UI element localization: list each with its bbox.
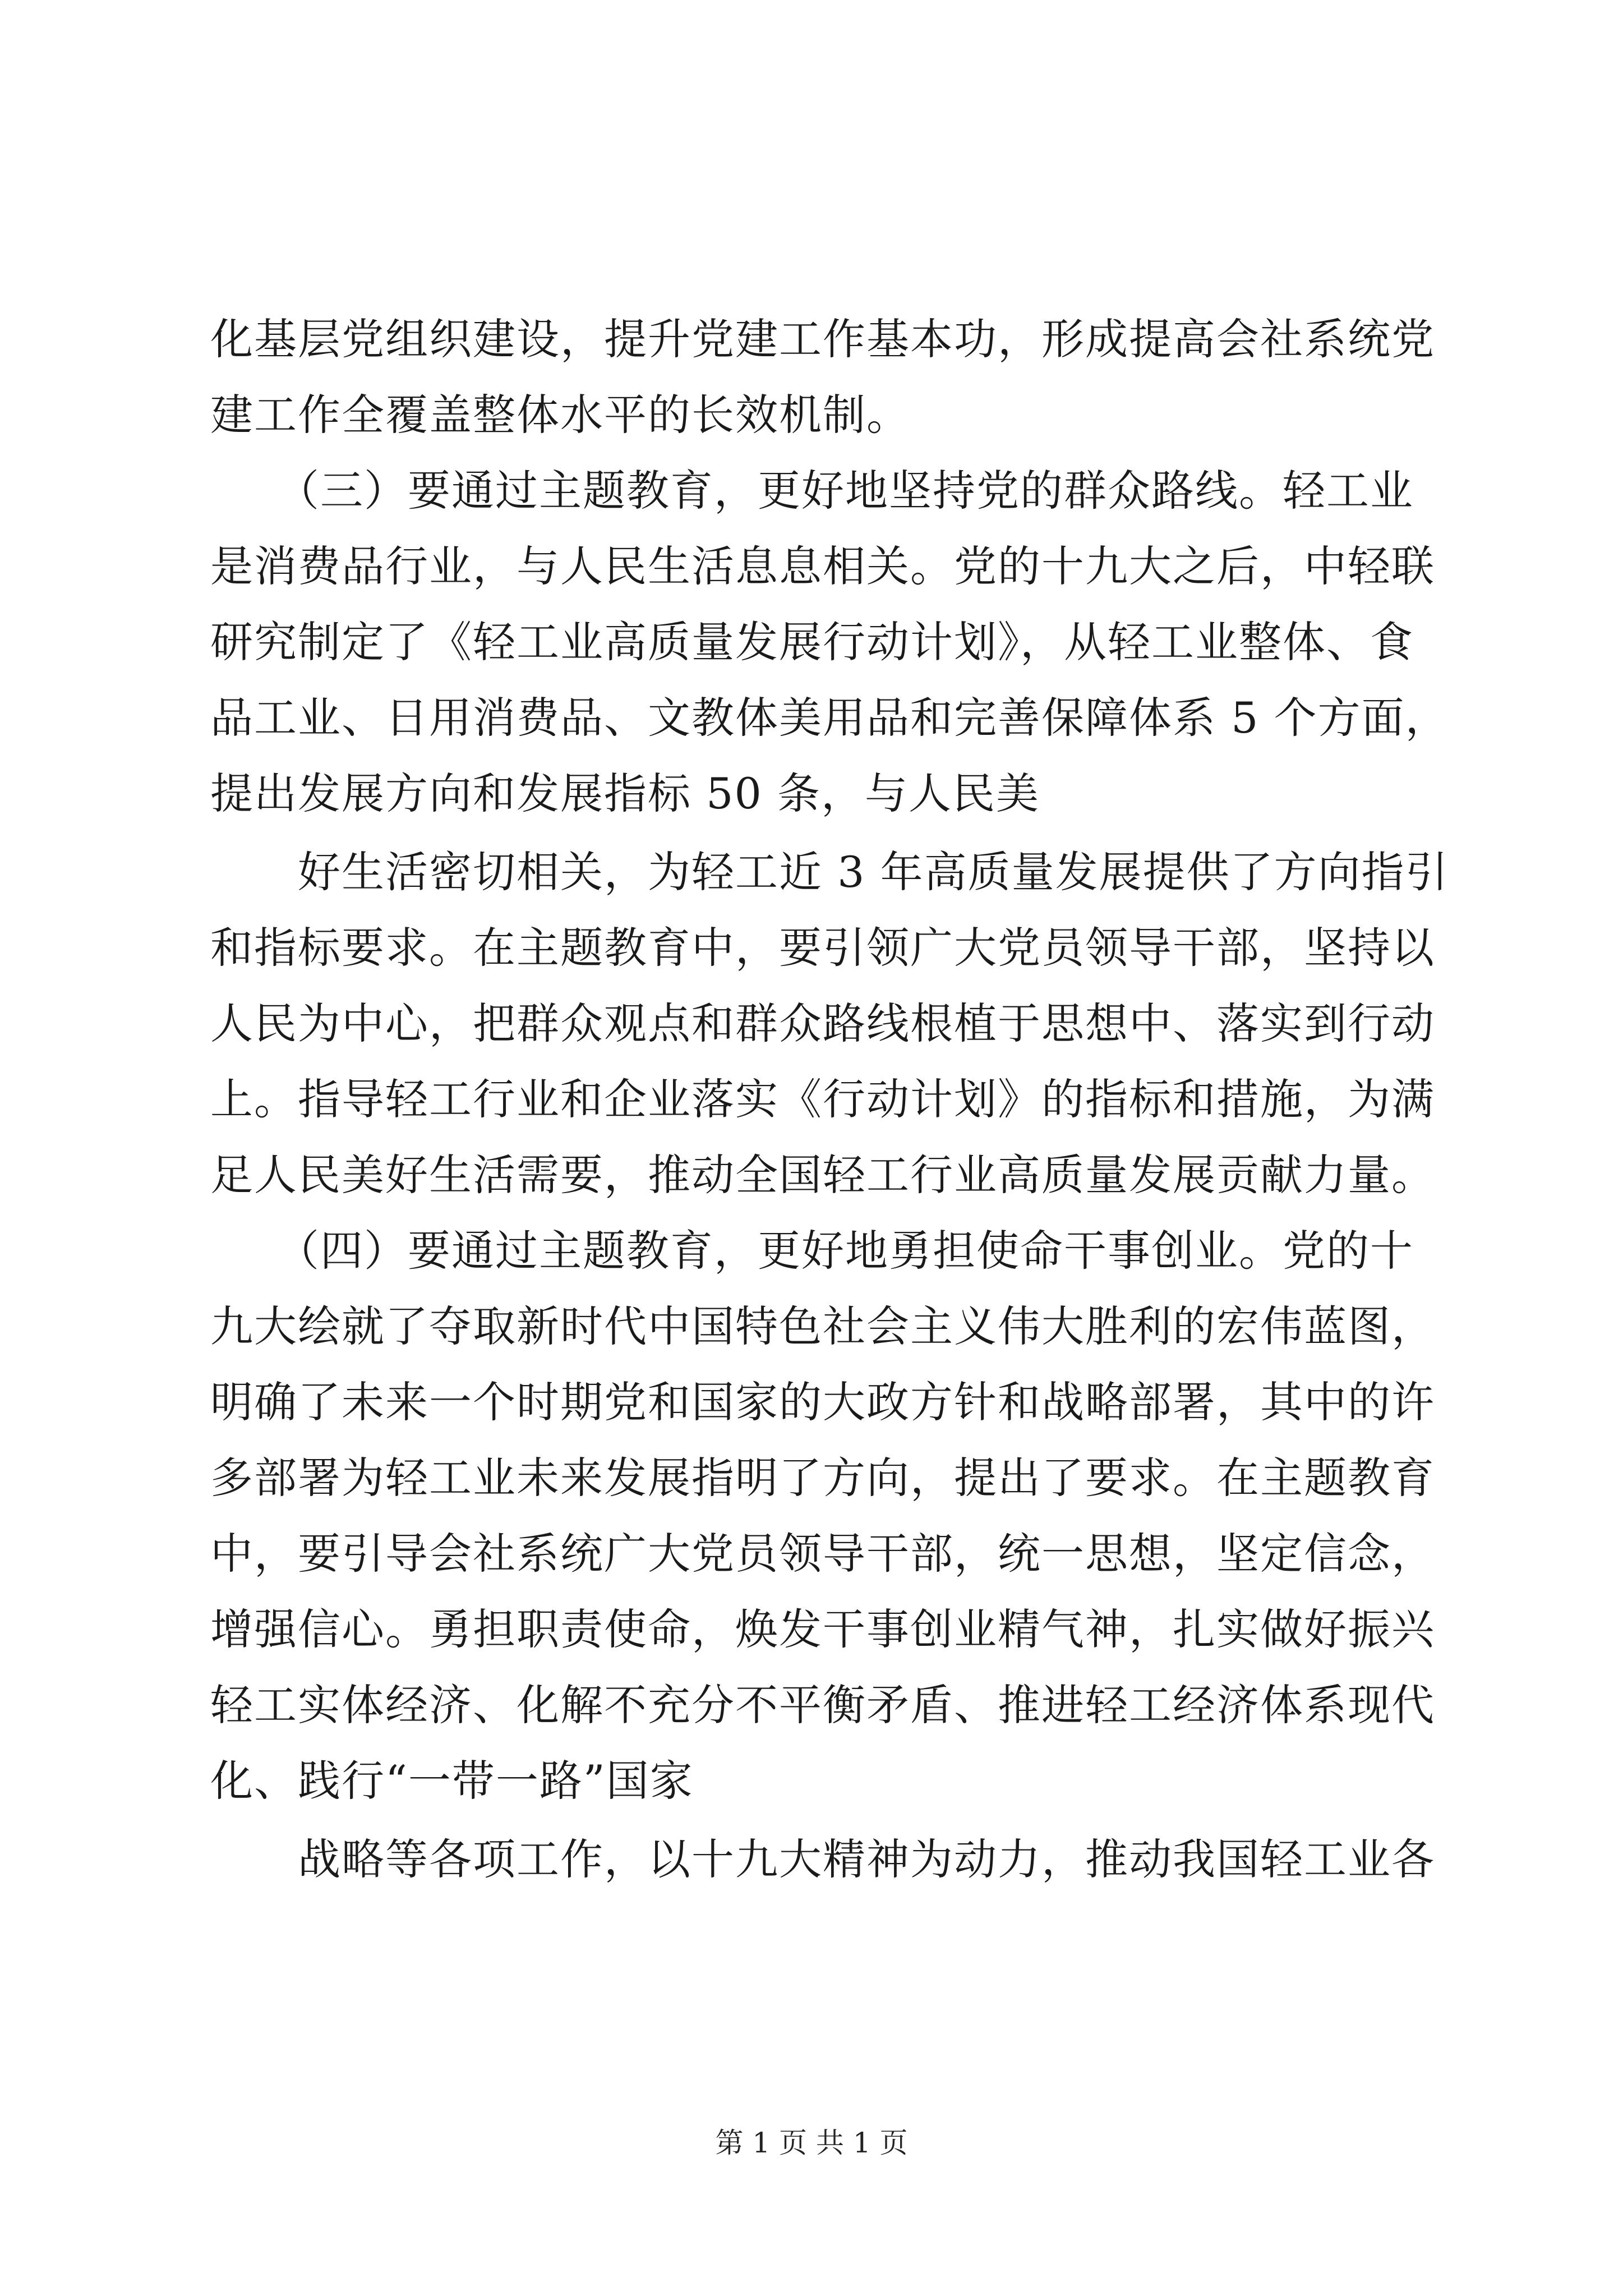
body-line-5: 研究制定了《轻工业高质量发展行动计划》，从轻工业整体、食 — [210, 617, 1414, 667]
body-line-4: 是消费品行业，与人民生活息息相关。党的十九大之后，中轻联 — [210, 541, 1435, 591]
body-line-16: 多部署为轻工业未来发展指明了方向，提出了要求。在主题教育 — [210, 1453, 1435, 1503]
body-line-20: 化、践行“一带一路”国家 — [210, 1756, 694, 1806]
body-line-12: 足人民美好生活需要，推动全国轻工行业高质量发展贡献力量。 — [210, 1150, 1435, 1200]
body-line-19: 轻工实体经济、化解不充分不平衡矛盾、推进轻工经济体系现代 — [210, 1680, 1435, 1730]
body-line-18: 增强信心。勇担职责使命，焕发干事创业精气神，扎实做好振兴 — [210, 1604, 1435, 1654]
page-footer: 第 1 页 共 1 页 — [715, 2127, 908, 2159]
body-line-3: （三）要通过主题教育，更好地坚持党的群众路线。轻工业 — [210, 466, 1414, 516]
body-line-6: 品工业、日用消费品、文教体美用品和完善保障体系 5 个方面， — [210, 693, 1449, 743]
body-line-15: 明确了未来一个时期党和国家的大政方针和战略部署，其中的许 — [210, 1377, 1435, 1427]
body-line-21: 战略等各项工作，以十九大精神为动力，推动我国轻工业各 — [210, 1834, 1435, 1884]
body-line-2: 建工作全覆盖整体水平的长效机制。 — [210, 390, 910, 440]
body-line-1: 化基层党组织建设，提升党建工作基本功，形成提高会社系统党 — [210, 314, 1435, 364]
body-line-10: 人民为中心，把群众观点和群众路线根植于思想中、落实到行动 — [210, 999, 1435, 1048]
body-line-9: 和指标要求。在主题教育中，要引领广大党员领导干部，坚持以 — [210, 923, 1435, 973]
body-line-11: 上。指导轻工行业和企业落实《行动计划》的指标和措施，为满 — [210, 1074, 1435, 1124]
body-line-13: （四）要通过主题教育，更好地勇担使命干事创业。党的十 — [210, 1226, 1414, 1276]
body-line-17: 中，要引导会社系统广大党员领导干部，统一思想，坚定信念， — [210, 1529, 1435, 1579]
body-line-14: 九大绘就了夺取新时代中国特色社会主义伟大胜利的宏伟蓝图， — [210, 1301, 1435, 1351]
body-line-7: 提出发展方向和发展指标 50 条，与人民美 — [210, 769, 1040, 818]
body-line-8: 好生活密切相关，为轻工近 3 年高质量发展提供了方向指引 — [210, 847, 1449, 897]
